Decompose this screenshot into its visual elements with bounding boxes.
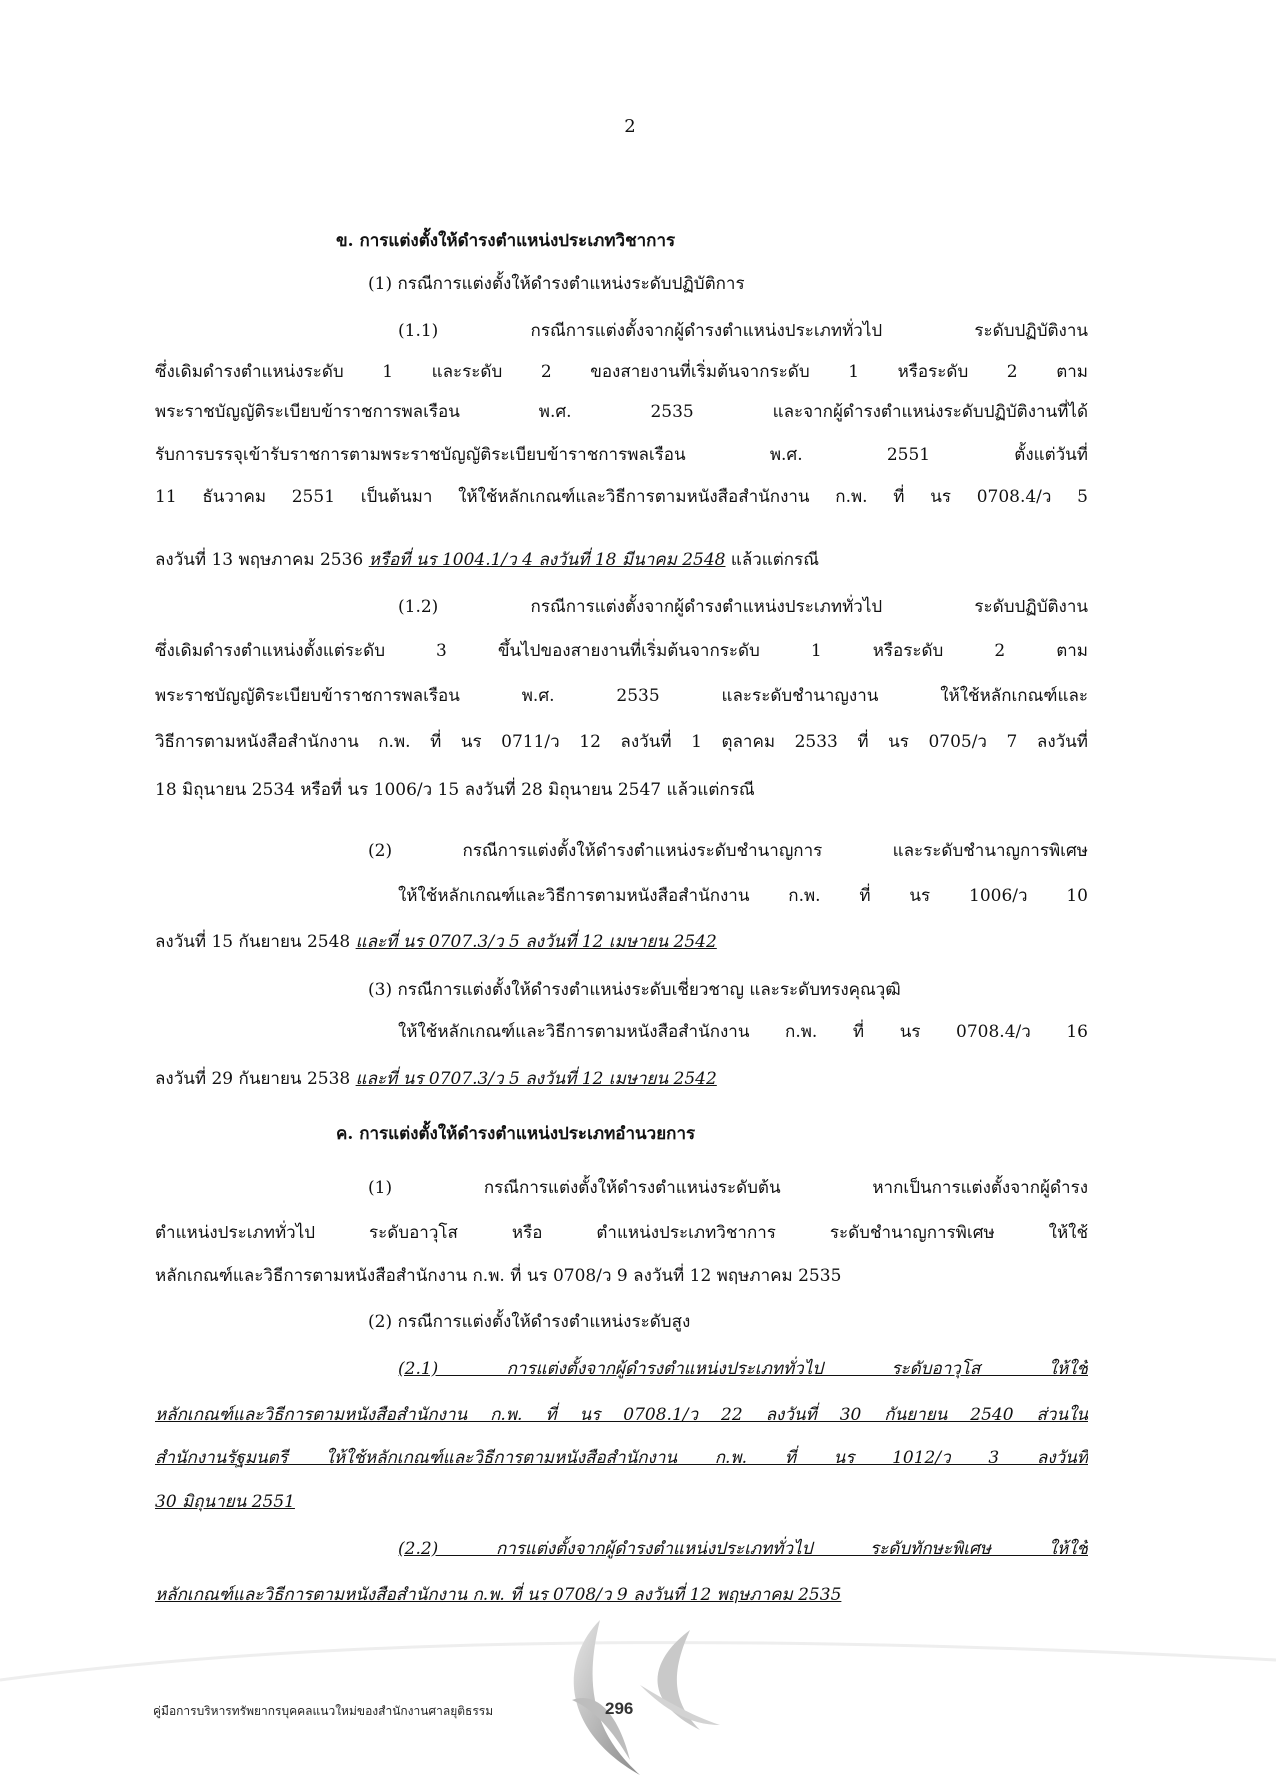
paragraph-line xyxy=(155,928,1088,956)
amended-paragraph-line: หลักเกณฑ์และวิธีการตามหนังสือสำนักงาน ก.พ. ที่ นร 0708.1/ว 22 ลงวันที่ 30 กันยายน 2540 ส่วนใน xyxy=(155,1405,1088,1425)
paragraph-line: 11 ธันวาคม 2551 เป็นต้นมา ให้ใช้หลักเกณฑ์และวิธีการตามหนังสือสำนักงาน ก.พ. ที่ นร 0708.4/ว 5 xyxy=(155,487,1088,507)
amended-paragraph-line xyxy=(155,1488,1088,1516)
paragraph-line: พระราชบัญญัติระเบียบข้าราชการพลเรือน พ.ศ. 2535 และระดับชำนาญงาน ให้ใช้หลักเกณฑ์และ xyxy=(155,686,1088,706)
section-heading-kho: ข. การแต่งตั้งให้ดำรงตำแหน่งประเภทวิชาการ xyxy=(336,231,676,251)
paragraph-line: (2) กรณีการแต่งตั้งให้ดำรงตำแหน่งระดับชำนาญการ และระดับชำนาญการพิเศษ xyxy=(368,841,1088,861)
amended-reference: และที่ นร 0707.3/ว 5 ลงวันที่ 12 เมษายน 2542 xyxy=(355,932,717,952)
paragraph-line: รับการบรรจุเข้ารับราชการตามพระราชบัญญัติระเบียบข้าราชการพลเรือน พ.ศ. 2551 ตั้งแต่วันที่ xyxy=(155,445,1088,465)
paragraph-line xyxy=(155,546,1088,574)
line-text: แล้วแต่กรณี xyxy=(725,550,820,570)
line-text: ลงวันที่ 29 กันยายน 2538 xyxy=(155,1069,356,1089)
amended-paragraph-line: (2.2) การแต่งตั้งจากผู้ดำรงตำแหน่งประเภททั่วไป ระดับทักษะพิเศษ ให้ใช้ xyxy=(398,1539,1088,1559)
paragraph-line: ซึ่งเดิมดำรงตำแหน่งตั้งแต่ระดับ 3 ขึ้นไปของสายงานที่เริ่มต้นจากระดับ 1 หรือระดับ 2 ตาม xyxy=(155,641,1088,661)
paragraph-line: (1) กรณีการแต่งตั้งให้ดำรงตำแหน่งระดับปฏิบัติการ xyxy=(368,274,745,294)
line-text: 30 มิถุนายน 2551 xyxy=(155,1492,295,1512)
paragraph-line: (3) กรณีการแต่งตั้งให้ดำรงตำแหน่งระดับเชี่ยวชาญ และระดับทรงคุณวุฒิ xyxy=(368,980,901,1000)
paragraph-line: (1) กรณีการแต่งตั้งให้ดำรงตำแหน่งระดับต้น หากเป็นการแต่งตั้งจากผู้ดำรง xyxy=(368,1178,1088,1198)
line-text: ลงวันที่ 13 พฤษภาคม 2536 xyxy=(155,550,369,570)
paragraph-line: ให้ใช้หลักเกณฑ์และวิธีการตามหนังสือสำนักงาน ก.พ. ที่ นร 1006/ว 10 xyxy=(398,886,1088,906)
section-heading-kho-khwai: ค. การแต่งตั้งให้ดำรงตำแหน่งประเภทอำนวยการ xyxy=(336,1124,696,1144)
amended-reference: และที่ นร 0707.3/ว 5 ลงวันที่ 12 เมษายน 2542 xyxy=(355,1069,717,1089)
paragraph-line xyxy=(155,1065,1088,1093)
paragraph-line: พระราชบัญญัติระเบียบข้าราชการพลเรือน พ.ศ. 2535 และจากผู้ดำรงตำแหน่งระดับปฏิบัติงานที่ได้ xyxy=(155,402,1088,422)
page-number-top: 2 xyxy=(624,116,636,137)
footer-title: คู่มือการบริหารทรัพยากรบุคคลแนวใหม่ของสำนักงานศาลยุติธรรม xyxy=(153,1704,494,1718)
paragraph-line: ตำแหน่งประเภททั่วไป ระดับอาวุโส หรือ ตำแหน่งประเภทวิชาการ ระดับชำนาญการพิเศษ ให้ใช้ xyxy=(155,1223,1088,1243)
paragraph-line: วิธีการตามหนังสือสำนักงาน ก.พ. ที่ นร 0711/ว 12 ลงวันที่ 1 ตุลาคม 2533 ที่ นร 0705/ว 7 ลงวันที่ xyxy=(155,732,1088,752)
paragraph-line: (2) กรณีการแต่งตั้งให้ดำรงตำแหน่งระดับสูง xyxy=(368,1312,691,1332)
line-text: ลงวันที่ 15 กันยายน 2548 xyxy=(155,932,356,952)
paragraph-line: (1.2) กรณีการแต่งตั้งจากผู้ดำรงตำแหน่งประเภททั่วไป ระดับปฏิบัติงาน xyxy=(398,597,1088,617)
line-text: หลักเกณฑ์และวิธีการตามหนังสือสำนักงาน ก.พ. ที่ นร 0708/ว 9 ลงวันที่ 12 พฤษภาคม 2535 xyxy=(155,1585,842,1605)
amended-reference: หรือที่ นร 1004.1/ว 4 ลงวันที่ 18 มีนาคม 2548 xyxy=(368,550,726,570)
paragraph-line: 18 มิถุนายน 2534 หรือที่ นร 1006/ว 15 ลงวันที่ 28 มิถุนายน 2547 แล้วแต่กรณี xyxy=(155,780,755,800)
paragraph-line: ซึ่งเดิมดำรงตำแหน่งระดับ 1 และระดับ 2 ของสายงานที่เริ่มต้นจากระดับ 1 หรือระดับ 2 ตาม xyxy=(155,362,1088,382)
footer-swoosh-logo xyxy=(0,1590,1276,1789)
footer-page-number: 296 xyxy=(605,1699,634,1718)
paragraph-line: (1.1) กรณีการแต่งตั้งจากผู้ดำรงตำแหน่งประเภททั่วไป ระดับปฏิบัติงาน xyxy=(398,321,1088,341)
paragraph-line: ให้ใช้หลักเกณฑ์และวิธีการตามหนังสือสำนักงาน ก.พ. ที่ นร 0708.4/ว 16 xyxy=(398,1022,1088,1042)
paragraph-line: หลักเกณฑ์และวิธีการตามหนังสือสำนักงาน ก.พ. ที่ นร 0708/ว 9 ลงวันที่ 12 พฤษภาคม 2535 xyxy=(155,1266,842,1286)
amended-paragraph-line: สำนักงานรัฐมนตรี ให้ใช้หลักเกณฑ์และวิธีการตามหนังสือสำนักงาน ก.พ. ที่ นร 1012/ว 3 ลงวันที่ xyxy=(155,1448,1088,1468)
amended-paragraph-line: (2.1) การแต่งตั้งจากผู้ดำรงตำแหน่งประเภททั่วไป ระดับอาวุโส ให้ใช้ xyxy=(398,1359,1088,1379)
